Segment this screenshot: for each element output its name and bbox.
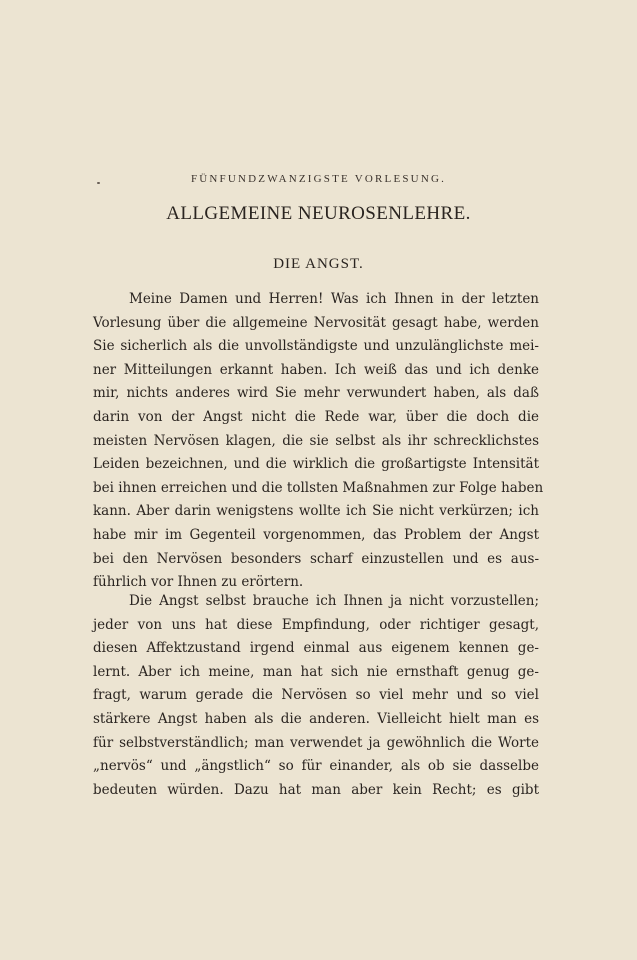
text-line: jeder von uns hat diese Empfindung, oder richtiger gesagt,: [93, 616, 539, 633]
text-line: „nervös“ und „ängstlich“ so für einander, als ob sie dasselbe: [93, 758, 539, 775]
text-line: Vorlesung über die allgemeine Nervosität gesagt habe, werden: [93, 314, 539, 331]
text-line: diesen Affektzustand irgend einmal aus eigenem kennen ge-: [93, 640, 539, 657]
paragraph-1: [93, 288, 544, 595]
text-line: bei den Nervösen besonders scharf einzustellen und es aus-: [93, 550, 539, 567]
text-line: Sie sicherlich als die unvollständigste und unzulänglichste mei-: [93, 338, 539, 355]
text-line: für selbstverständlich; man verwendet ja gewöhnlich die Worte: [93, 734, 539, 751]
text-line: kann. Aber darin wenigstens wollte ich Sie nicht verkürzen; ich: [93, 503, 539, 520]
text-line: stärkere Angst haben als die anderen. Vielleicht hielt man es: [93, 710, 539, 727]
text-line: Meine Damen und Herren! Was ich Ihnen in der letzten: [129, 291, 539, 307]
chapter-title: ALLGEMEINE NEUROSENLEHRE.: [166, 203, 471, 224]
text-line: mir, nichts anderes wird Sie mehr verwundert haben, als daß: [93, 385, 539, 402]
text-line: lernt. Aber ich meine, man hat sich nie ernsthaft genug ge-: [93, 663, 539, 680]
text-line: darin von der Angst nicht die Rede war, über die doch die: [93, 408, 539, 425]
paragraph-2: [93, 590, 539, 802]
section-title: DIE ANGST.: [273, 256, 364, 272]
text-line: ner Mitteilungen erkannt haben. Ich weiß das und ich denke: [93, 361, 539, 378]
lecture-label: FÜNFUNDZWANZIGSTE VORLESUNG.: [190, 173, 447, 185]
text-line: habe mir im Gegenteil vorgenommen, das Problem der Angst: [93, 526, 539, 543]
text-line: Leiden bezeichnen, und die wirklich die großartigste Intensität: [93, 456, 539, 473]
text-line: meisten Nervösen klagen, die sie selbst als ihr schrecklichstes: [93, 432, 539, 449]
text-line: führlich vor Ihnen zu erörtern.: [93, 574, 304, 591]
text-line: bei ihnen erreichen und die tollsten Maßnahmen zur Folge haben: [93, 479, 544, 496]
text-line: fragt, warum gerade die Nervösen so viel mehr und so viel: [93, 687, 539, 704]
text-line: bedeuten würden. Dazu hat man aber kein Recht; es gibt: [93, 781, 539, 798]
text-line: Die Angst selbst brauche ich Ihnen ja nicht vorzustellen;: [129, 593, 539, 609]
